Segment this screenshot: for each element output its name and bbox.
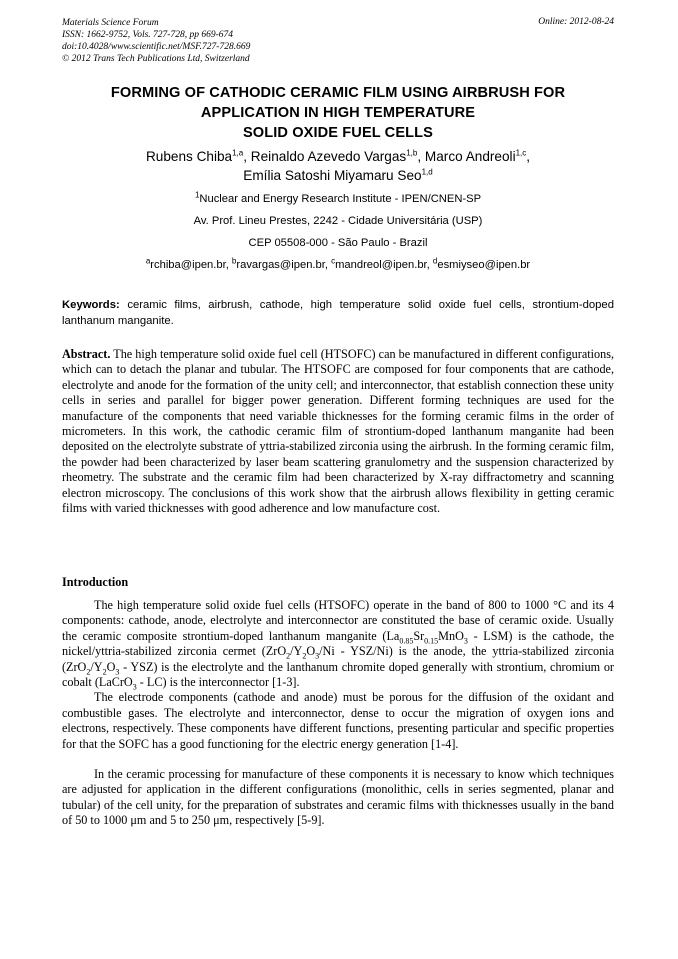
affiliation-address: Av. Prof. Lineu Prestes, 2242 - Cidade Universitária (USP) [193,215,483,227]
abstract [62,347,614,516]
author-name: Emília Satoshi Miyamaru Seo [243,168,422,183]
intro-paragraph-2: The electrode components (cathode and anode) must be porous for the diffusion of the oxidant and combustible gases. The electrolyte and interconnector, dense to occur the migration of oxygen ions and electrons, respectively. These components have different functions, presenting particular and specific properties for that the SOFC has a good functioning for the electric energy generation [1-4]. [62,690,614,751]
email-sup: d [432,256,438,266]
title-line-3: SOLID OXIDE FUEL CELLS [242,125,434,141]
keywords-label: Keywords: [62,299,120,311]
email-link[interactable]: esmiyseo@ipen.br [437,259,531,271]
author-name: Marco Andreoli [424,149,516,164]
email-link[interactable]: mandreol@ipen.br [335,259,427,271]
online-date: Online: 2012-08-24 [538,17,614,27]
abstract-label: Abstract. [62,347,111,361]
affiliation-sup: 1 [194,190,200,200]
journal-name: Materials Science Forum [62,18,159,28]
author-sup: 1,d [421,167,433,177]
section-heading-introduction: Introduction [62,575,129,589]
author-list: Rubens Chiba$^{1,a}$, Reinaldo Azevedo Vargas$^{1,b}$, Marco Andreoli$^{1,c}$, Emília Satoshi Miyamaru Seo$^{1,d}$ [145,148,531,183]
keywords [62,297,614,329]
institute-name: Nuclear and Energy Research Institute - IPEN/CNEN-SP [199,193,482,205]
author-name: Reinaldo Azevedo Vargas [250,149,407,164]
email-sup: b [231,256,237,266]
journal-header [62,17,250,65]
keywords-text: ceramic films, airbrush, cathode, high temperature solid oxide fuel cells, strontium-doped lanthanum manganite. [62,299,615,327]
title-line-1: FORMING OF CATHODIC CERAMIC FILM USING AIRBRUSH FOR [110,85,566,101]
intro-paragraph-3: In the ceramic processing for manufacture of these components it is necessary to know which techniques are adjusted for application in the different configurations (monolithic, cells in series segmented, planar and tubular) of the cell unity, for the preparation of substrates and ceramic films with thicknesses usually in the band of 50 to 1000 μm and 5 to 250 μm, respectively [5-9]. [62,767,614,828]
doi-line: doi:10.4028/www.scientific.net/MSF.727-728.669 [62,42,251,52]
intro-paragraph-1: The high temperature solid oxide fuel cells (HTSOFC) operate in the band of 800 to 1000 °C and its 4 components: cathode, anode, electrolyte and interconnector are constituted the base of ceramic oxide. Usually the ceramic composite strontium-doped lanthanum manganite $(La_{0.85}Sr_{0.15}MnO_3 - LSM)$ is the cathode, the nickel/yttria-stabilized zirconia cermet $(ZrO_2/Y_2O_3/Ni - YSZ/Ni)$ is the anode, the yttria-stabilized zirconia $(ZrO_2/Y_2O_3 - YSZ)$ is the electrolyte and the lanthanum chromite doped generally with strontium, chromium or cobalt (LaCrO$_3$ - LC) is the interconnector [1-3]. [62,598,614,692]
paper-title [62,83,614,143]
email-sup: c [331,256,336,266]
introduction-body [62,598,614,829]
email-sup: a [145,256,151,266]
author-sup: 1,b [406,148,418,158]
author-name: Rubens Chiba [145,149,233,164]
issn-line: ISSN: 1662-9752, Vols. 727-728, pp 669-674 [62,30,233,40]
title-line-2: APPLICATION IN HIGH TEMPERATURE [200,105,476,121]
author-sup: 1,c [515,148,527,158]
author-sup: 1,a [232,148,244,158]
copyright-line: © 2012 Trans Tech Publications Ltd, Switzerland [62,54,250,64]
affiliation-emails: $^a$rchiba@ipen.br, $^b$ravargas@ipen.br, $^c$mandreol@ipen.br, $^d$esmiyseo@ipen.br [145,256,531,271]
affiliation-institute [62,192,614,206]
email-link[interactable]: rchiba@ipen.br [150,259,226,271]
email-link[interactable]: ravargas@ipen.br [236,259,325,271]
affiliation-cep: CEP 05508-000 - São Paulo - Brazil [248,237,428,249]
abstract-text: The high temperature solid oxide fuel cell (HTSOFC) can be manufactured in different configurations, which can to detach the planar and tubular. The HTSOFC are composed for four components that are cathode, electrolyte and anode for the formation of the unity cell; and interconnector, that establish connection these unity cells in series and parallel for bigger power generation. Different forming techniques are used for the manufacture of the components that need variable thicknesses for the forming ceramic films in the order of micrometers. In this work, the cathodic ceramic film of strontium-doped lanthanum manganite had been deposited on the electrolyte substrate of yttria-stabilized zirconia using the airbrush. In the forming ceramic film, the powder had been characterized by laser beam scattering granulometry and the suspension characterized by rheometry. The substrate and the ceramic film had been characterized by X-ray diffractometry and scanning electron microscopy. The conclusions of this work show that the airbrush allows flexibility in getting ceramic films with varied thicknesses with good adherence and low manufacture cost. [62,347,614,516]
